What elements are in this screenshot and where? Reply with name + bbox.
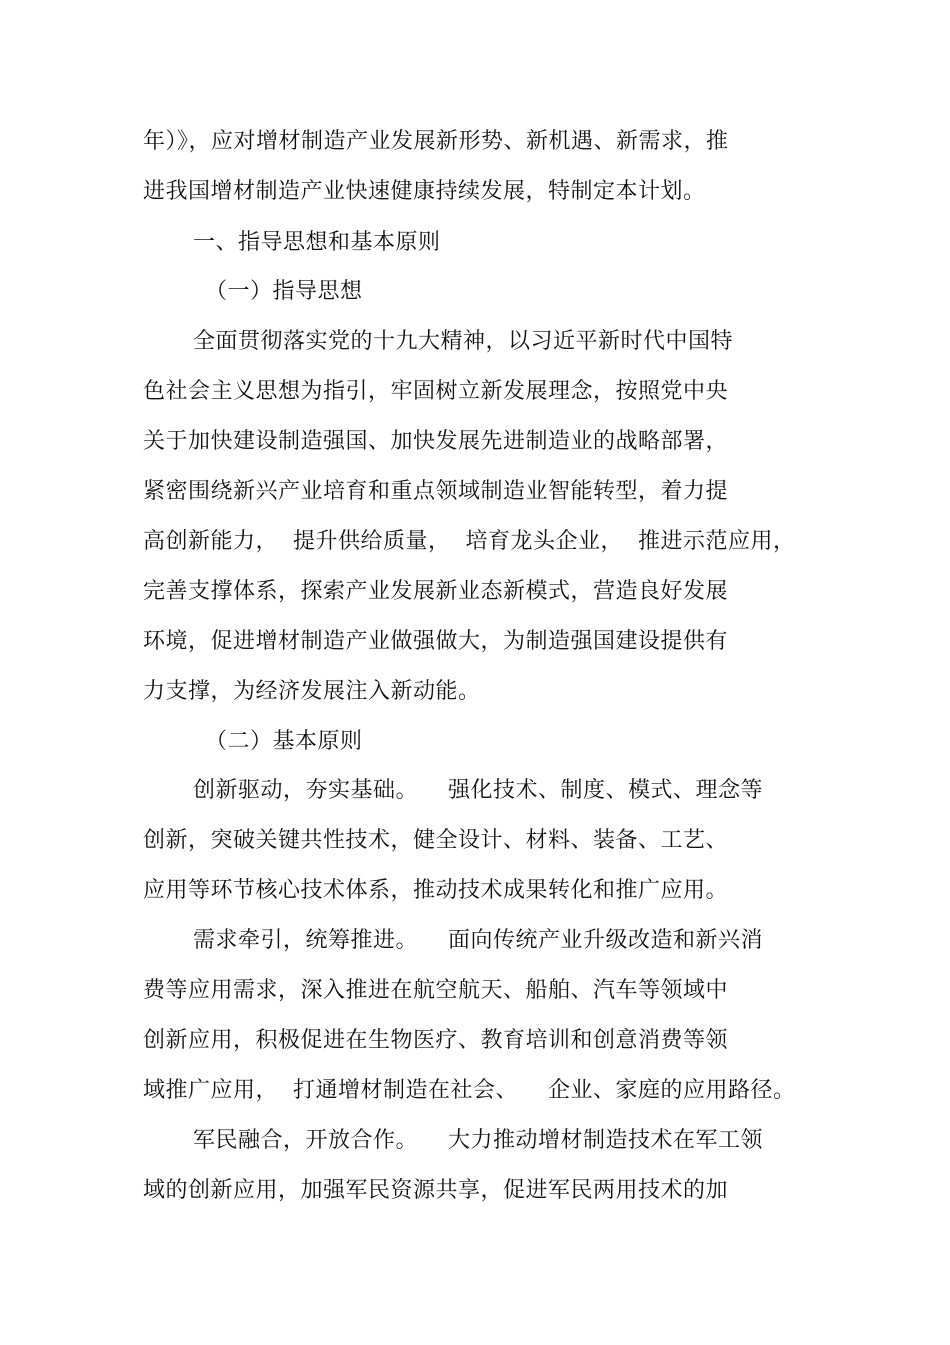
- body-text-line: 军民融合，开放合作。 大力推动增材制造技术在军工领: [193, 1128, 763, 1153]
- section-heading: 一、指导思想和基本原则: [193, 230, 441, 255]
- subsection-heading: （一）指导思想: [205, 279, 363, 304]
- body-text-line: 域推广应用， 打通增材制造在社会、 企业、家庭的应用路径。: [143, 1078, 796, 1103]
- body-text-line: 完善支撑体系，探索产业发展新业态新模式，营造良好发展: [143, 579, 729, 604]
- body-text-line: 域的创新应用，加强军民资源共享，促进军民两用技术的加: [143, 1178, 729, 1203]
- body-text-line: 创新，突破关键共性技术，健全设计、材料、装备、工艺、: [143, 828, 729, 853]
- subsection-heading: （二）基本原则: [205, 729, 363, 754]
- body-text-line: 高创新能力， 提升供给质量， 培育龙头企业， 推进示范应用，: [143, 529, 796, 554]
- body-text-line: 紧密围绕新兴产业培育和重点领域制造业智能转型，着力提: [143, 479, 729, 504]
- body-text-line: 应用等环节核心技术体系，推动技术成果转化和推广应用。: [143, 878, 729, 903]
- body-text-line: 力支撑，为经济发展注入新动能。: [143, 679, 481, 704]
- body-text-line: 年）》，应对增材制造产业发展新形势、新机遇、新需求，推: [143, 129, 729, 154]
- body-text-line: 创新驱动，夯实基础。 强化技术、制度、模式、理念等: [193, 778, 763, 803]
- body-text-line: 创新应用，积极促进在生物医疗、教育培训和创意消费等领: [143, 1028, 729, 1053]
- body-text-line: 需求牵引，统筹推进。 面向传统产业升级改造和新兴消: [193, 928, 763, 953]
- body-text-line: 色社会主义思想为指引，牢固树立新发展理念，按照党中央: [143, 379, 729, 404]
- body-text-line: 全面贯彻落实党的十九大精神，以习近平新时代中国特: [193, 329, 734, 354]
- body-text-line: 关于加快建设制造强国、加快发展先进制造业的战略部署，: [143, 429, 729, 454]
- body-text-line: 进我国增材制造产业快速健康持续发展，特制定本计划。: [143, 179, 706, 204]
- body-text-line: 环境，促进增材制造产业做强做大，为制造强国建设提供有: [143, 629, 729, 654]
- body-text-line: 费等应用需求，深入推进在航空航天、船舶、汽车等领域中: [143, 978, 729, 1003]
